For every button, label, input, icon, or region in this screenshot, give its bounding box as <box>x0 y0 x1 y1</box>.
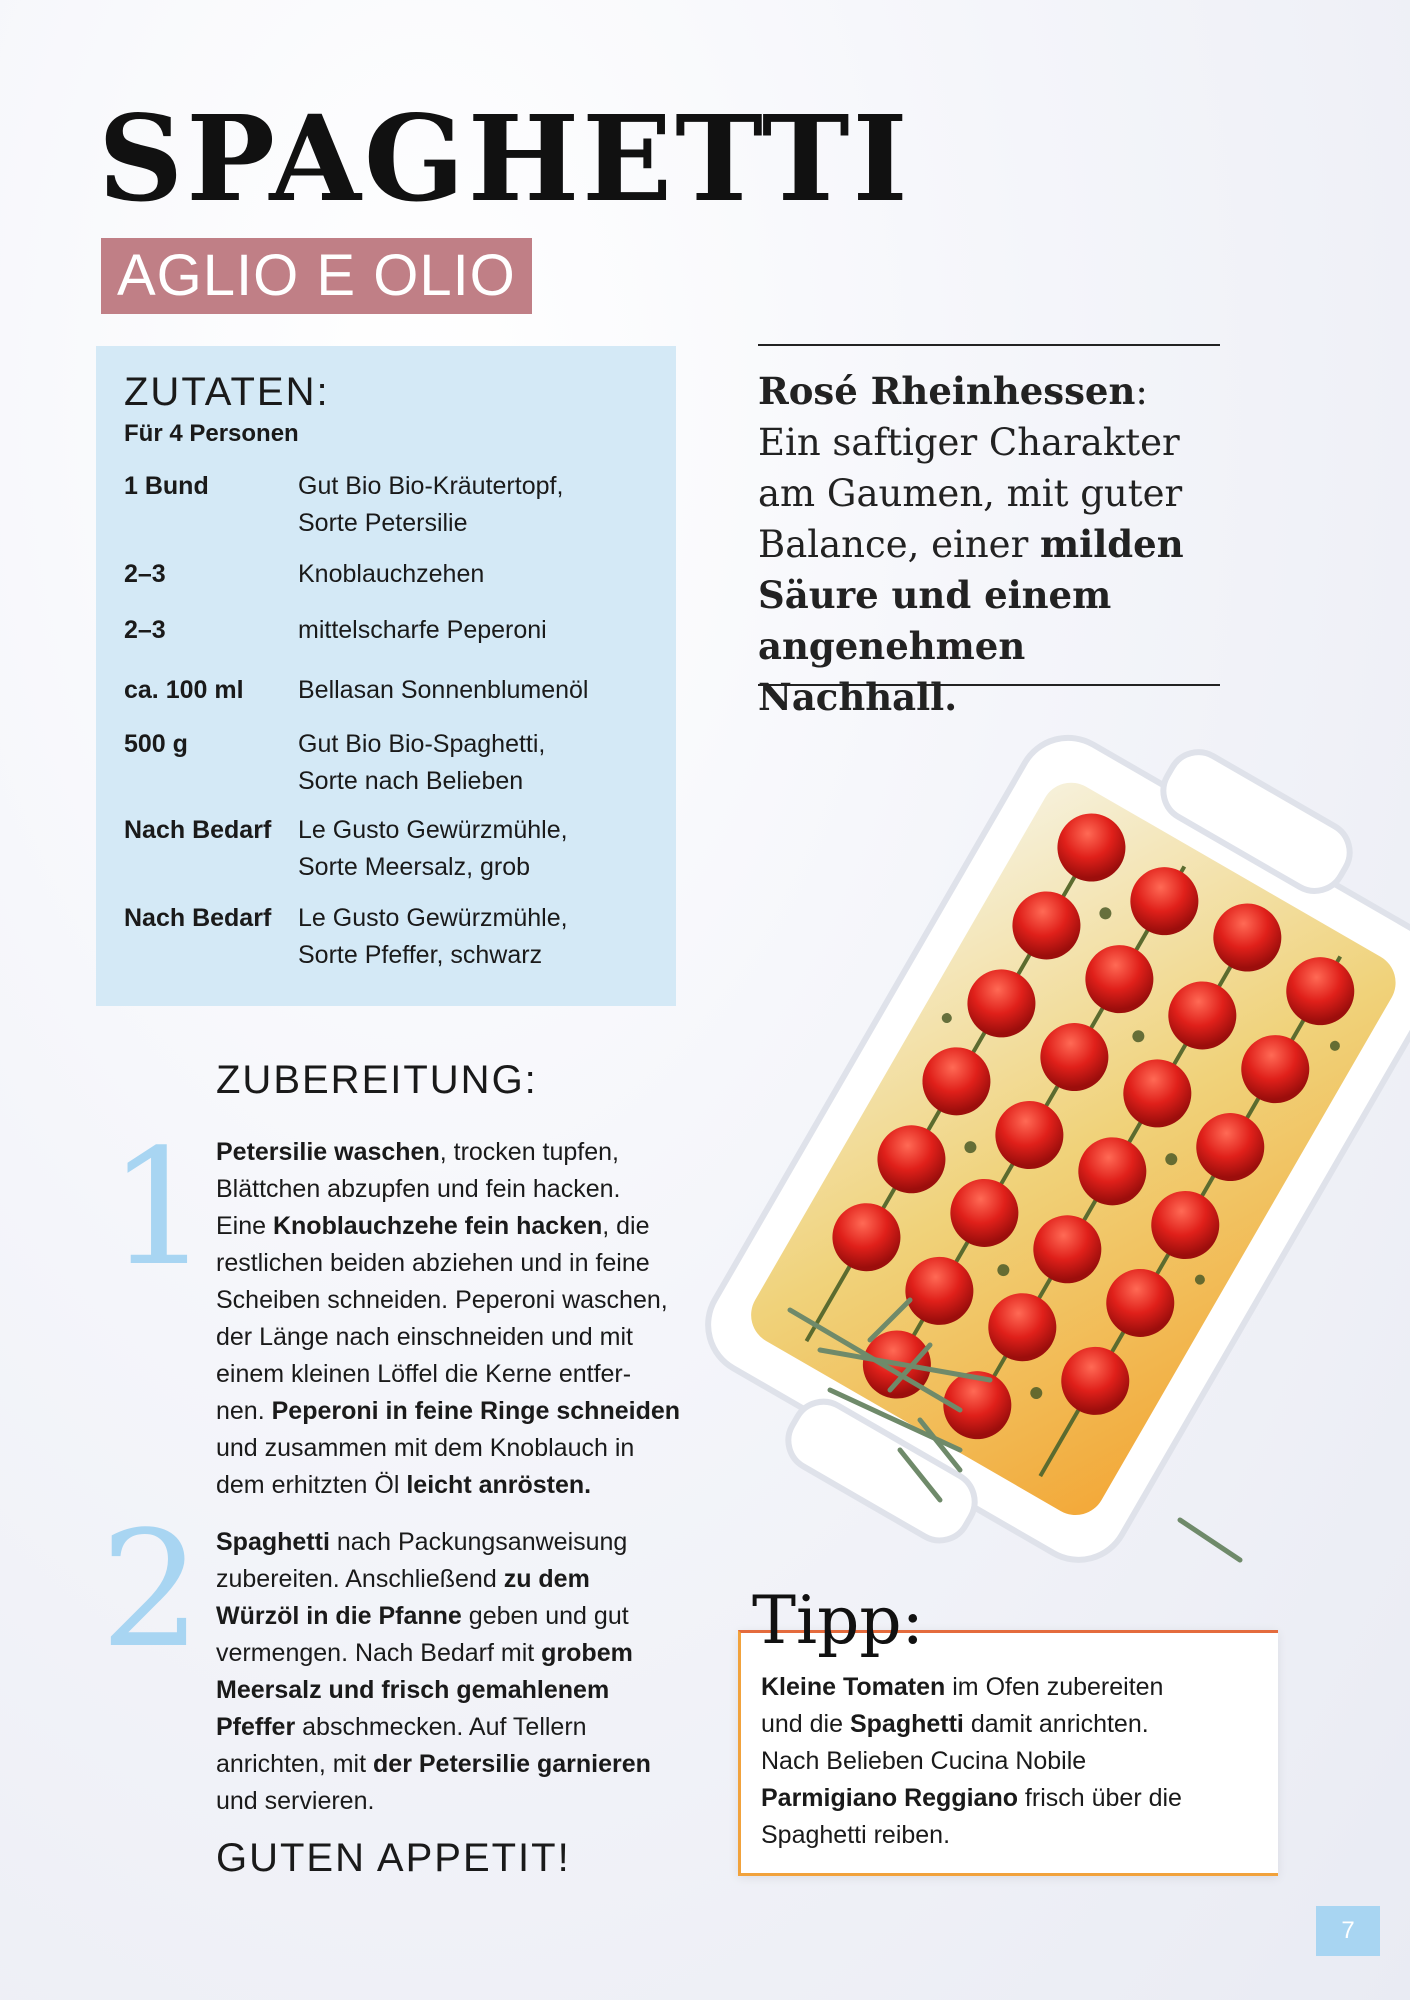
wine-text: Rosé Rheinhessen: Ein saftiger Charakter am Gaumen, mit guter Balance, einer milden Säure und einem angenehmen Nachhall. <box>758 369 1184 719</box>
ingredient-qty: ca. 100 ml <box>124 676 244 704</box>
page-number: 7 <box>1316 1906 1380 1956</box>
ingredient-desc: Knoblauchzehen <box>298 560 485 588</box>
tip-title: Tipp: <box>752 1582 924 1659</box>
ingredient-qty: 2–3 <box>124 616 166 644</box>
servings-label: Für 4 Personen <box>124 420 299 447</box>
wine-recommendation <box>758 344 1220 719</box>
ingredient-qty: Nach Bedarf <box>124 904 272 932</box>
step-1-text: Petersilie waschen, trocken tupfen, Blättchen abzupfen und fein hacken. Eine Knoblauchzehe fein hacken, die restlichen beiden abziehen und in feine Scheiben schneiden. Peperoni waschen, der Länge nach einschneiden und mit einem kleinen Löffel die Kerne entfer- nen. Peperoni in feine Ringe schneiden und zusammen mit dem Knoblauch in dem erhitzten Öl leicht anrösten. <box>216 1138 681 1499</box>
ingredient-desc: Bellasan Sonnenblumenöl <box>298 676 589 704</box>
step-number-2: 2 <box>100 1496 202 1683</box>
step-2-text: Spaghetti nach Packungsanweisung zubereiten. Anschließend zu dem Würzöl in die Pfanne geben und gut vermengen. Nach Bedarf mit grobem Meersalz und frisch gemahlenem Pfeffer abschmecken. Auf Tellern anrichten, mit der Petersilie garnieren und servieren. <box>216 1528 651 1815</box>
ingredient-qty: 500 g <box>124 730 188 758</box>
tip-box <box>738 1630 1278 1876</box>
preparation-heading: ZUBEREITUNG: <box>216 1058 538 1102</box>
ingredients-box <box>96 346 676 1006</box>
ingredient-qty: 2–3 <box>124 560 166 588</box>
ingredient-desc: mittelscharfe Peperoni <box>298 616 547 644</box>
ingredient-qty: 1 Bund <box>124 472 209 500</box>
step-number-1: 1 <box>108 1114 210 1301</box>
tomato-dish-photo <box>660 690 1410 1650</box>
ingredient-desc: Le Gusto Gewürzmühle, Sorte Meersalz, grob <box>298 816 568 881</box>
closing-text: GUTEN APPETIT! <box>216 1836 571 1880</box>
ingredient-desc: Gut Bio Bio-Spaghetti, Sorte nach Belieben <box>298 730 546 795</box>
ingredient-desc: Le Gusto Gewürzmühle, Sorte Pfeffer, schwarz <box>298 904 568 969</box>
tip-text: Kleine Tomaten im Ofen zubereiten und die Spaghetti damit anrichten. Nach Belieben Cucina Nobile Parmigiano Reggiano frisch über die Spaghetti reiben. <box>761 1673 1182 1849</box>
recipe-title: SPAGHETTI <box>98 89 911 228</box>
ingredient-qty: Nach Bedarf <box>124 816 272 844</box>
ingredient-desc: Gut Bio Bio-Kräutertopf, Sorte Petersilie <box>298 472 564 537</box>
recipe-subtitle: AGLIO E OLIO <box>101 238 532 314</box>
ingredients-heading: ZUTATEN: <box>124 370 330 414</box>
